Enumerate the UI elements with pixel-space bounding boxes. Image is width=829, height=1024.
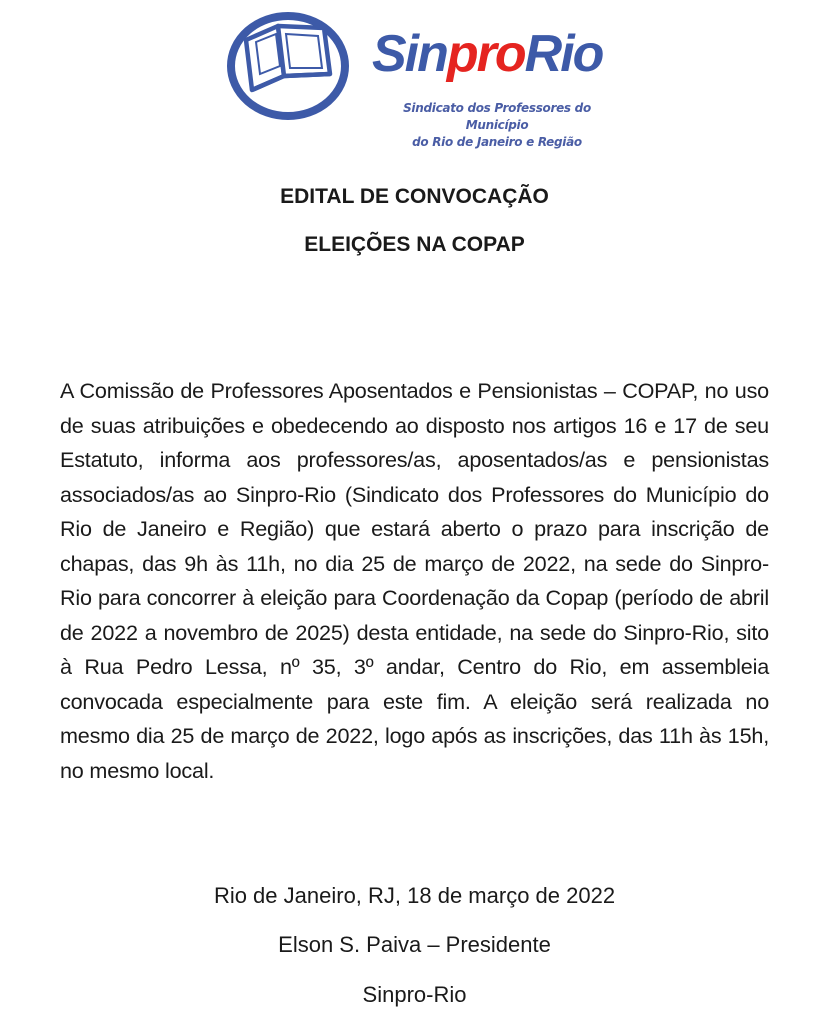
logo-wordmark [372, 25, 603, 83]
place-and-date: Rio de Janeiro, RJ, 18 de março de 2022 [213, 883, 616, 908]
logo-subtitle-line1: Sindicato dos Professores do Município [403, 101, 591, 132]
document-title: EDITAL DE CONVOCAÇÃO [280, 185, 549, 208]
logo-subtitle-line2: do Rio de Janeiro e Região [412, 135, 582, 149]
organization-name: Sinpro-Rio [362, 982, 467, 1007]
notice-body-paragraph: A Comissão de Professores Aposentados e Pensionistas – COPAP, no uso de suas atribuições e obedecendo ao disposto nos artigos 16 e 17 de seu Estatuto, informa aos professores/as, aposentados/as e pensionistas associados/as ao Sinpro-Rio (Sindicato dos Professores do Município do Rio de Janeiro e Região) que estará aberto o prazo para inscrição de chapas, das 9h às 11h, no dia 25 de março de 2022, na sede do Sinpro-Rio para concorrer à eleição para Coordenação da Copap (período de abril de 2022 a novembro de 2025) desta entidade, na sede do Sinpro-Rio, sito à Rua Pedro Lessa, nº 35, 3º andar, Centro do Rio, em assembleia convocada especialmente para este fim. A eleição será realizada no mesmo dia 25 de março de 2022, logo após as inscrições, das 11h às 15h, no mesmo local. [60, 378, 769, 783]
logo-word-sin: Sin [372, 25, 447, 83]
document-subtitle: ELEIÇÕES NA COPAP [304, 233, 525, 256]
logo-subtitle [372, 100, 622, 151]
open-book-logo-icon [226, 10, 350, 122]
logo-word-rio: Rio [524, 25, 603, 83]
sinpro-rio-logo [226, 10, 626, 149]
signatory-name: Elson S. Paiva – Presidente [278, 932, 551, 957]
logo-word-pro: pro [446, 25, 525, 83]
